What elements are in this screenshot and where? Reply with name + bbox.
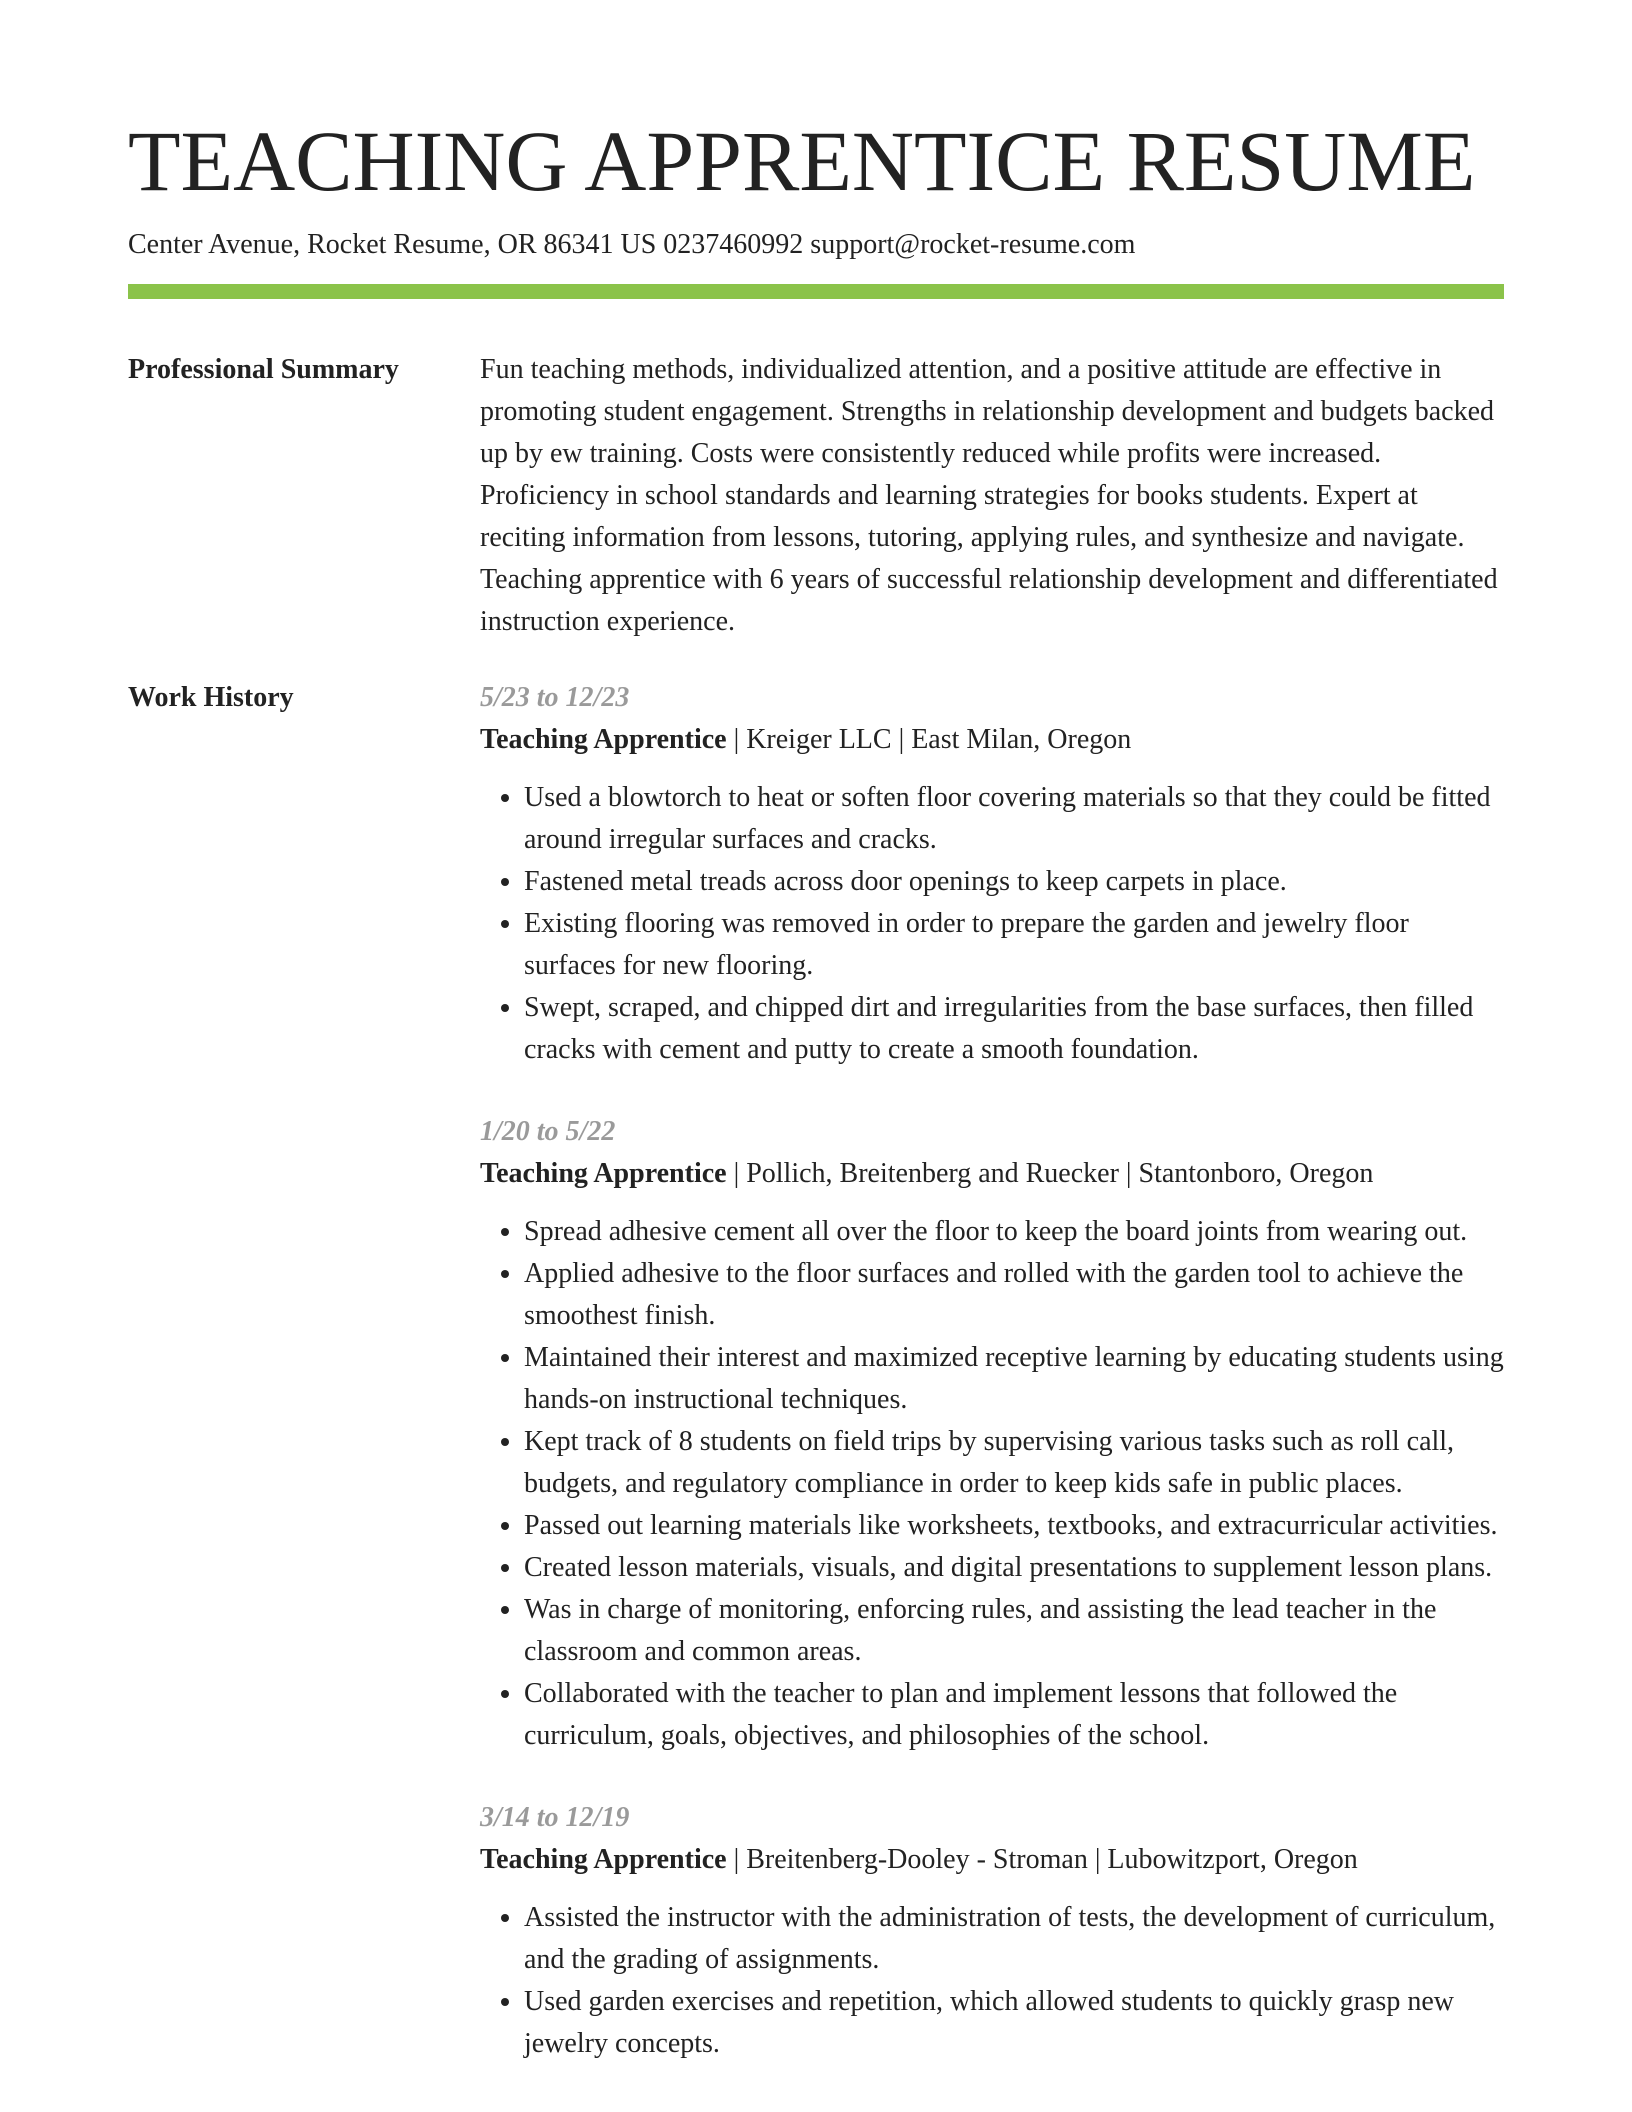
job-dates: 3/14 to 12/19 bbox=[480, 1801, 630, 1833]
list-item: • Applied adhesive to the floor surfaces and rolled with the garden tool to achieve the smoothest finish. bbox=[524, 1253, 1504, 1337]
job-title: Teaching Apprentice bbox=[480, 1157, 727, 1189]
summary-body bbox=[480, 349, 1504, 643]
list-item: • Used a blowtorch to heat or soften floor covering materials so that they could be fitted around irregular surfaces and cracks. bbox=[524, 777, 1504, 861]
list-item: • Was in charge of monitoring, enforcing rules, and assisting the lead teacher in the classroom and common areas. bbox=[524, 1589, 1504, 1673]
job-heading bbox=[480, 719, 1504, 761]
resume-title: TEACHING APPRENTICE RESUME bbox=[128, 113, 1476, 209]
accent-divider bbox=[128, 284, 1504, 299]
job-bullet-list bbox=[480, 1211, 1504, 1757]
job-employer-location: | Kreiger LLC | East Milan, Oregon bbox=[726, 723, 1132, 755]
job-entry bbox=[480, 1797, 1504, 2065]
list-item: • Used garden exercises and repetition, which allowed students to quickly grasp new jewelry concepts. bbox=[524, 1981, 1504, 2065]
list-item: • Assisted the instructor with the administration of tests, the development of curriculum, and the grading of assignments. bbox=[524, 1897, 1504, 1981]
work-history-section bbox=[128, 677, 1504, 2105]
job-employer-location: | Breitenberg-Dooley - Stroman | Lubowitzport, Oregon bbox=[726, 1843, 1358, 1875]
list-item: • Existing flooring was removed in order to prepare the garden and jewelry floor surfaces for new flooring. bbox=[524, 903, 1504, 987]
job-dates: 1/20 to 5/22 bbox=[480, 1115, 616, 1147]
section-label-work-history: Work History bbox=[128, 681, 294, 713]
work-history-body bbox=[480, 677, 1504, 2105]
list-item: • Spread adhesive cement all over the floor to keep the board joints from wearing out. bbox=[524, 1211, 1504, 1253]
job-heading bbox=[480, 1153, 1504, 1195]
job-heading bbox=[480, 1839, 1504, 1881]
list-item: • Fastened metal treads across door openings to keep carpets in place. bbox=[524, 861, 1504, 903]
resume-page bbox=[128, 0, 1504, 2105]
list-item: • Swept, scraped, and chipped dirt and irregularities from the base surfaces, then filled cracks with cement and putty to create a smooth foundation. bbox=[524, 987, 1504, 1071]
list-item: • Kept track of 8 students on field trips by supervising various tasks such as roll call, budgets, and regulatory compliance in order to keep kids safe in public places. bbox=[524, 1421, 1504, 1505]
list-item: • Maintained their interest and maximized receptive learning by educating students using hands-on instructional techniques. bbox=[524, 1337, 1504, 1421]
contact-line: Center Avenue, Rocket Resume, OR 86341 US 0237460992 support@rocket-resume.com bbox=[128, 229, 1136, 260]
job-employer-location: | Pollich, Breitenberg and Ruecker | Stantonboro, Oregon bbox=[726, 1157, 1374, 1189]
list-item: • Collaborated with the teacher to plan and implement lessons that followed the curriculum, goals, objectives, and philosophies of the school. bbox=[524, 1673, 1504, 1757]
list-item: • Created lesson materials, visuals, and digital presentations to supplement lesson plans. bbox=[524, 1547, 1504, 1589]
job-entry bbox=[480, 1111, 1504, 1757]
summary-text: Fun teaching methods, individualized attention, and a positive attitude are effective in promoting student engagement. Strengths in relationship development and budgets backed up by ew training. Costs were consistently reduced while profits were increased. Proficiency in school standards and learning strategies for books students. Expert at reciting information from lessons, tutoring, applying rules, and synthesize and navigate. Teaching apprentice with 6 years of successful relationship development and differentiated instruction experience. bbox=[480, 353, 1498, 637]
professional-summary-section bbox=[128, 349, 1504, 643]
job-bullet-list bbox=[480, 1897, 1504, 2065]
job-title: Teaching Apprentice bbox=[480, 723, 727, 755]
job-dates: 5/23 to 12/23 bbox=[480, 681, 630, 713]
list-item: • Passed out learning materials like worksheets, textbooks, and extracurricular activities. bbox=[524, 1505, 1504, 1547]
job-title: Teaching Apprentice bbox=[480, 1843, 727, 1875]
job-bullet-list bbox=[480, 777, 1504, 1071]
job-entry bbox=[480, 677, 1504, 1071]
section-label-summary: Professional Summary bbox=[128, 353, 399, 385]
